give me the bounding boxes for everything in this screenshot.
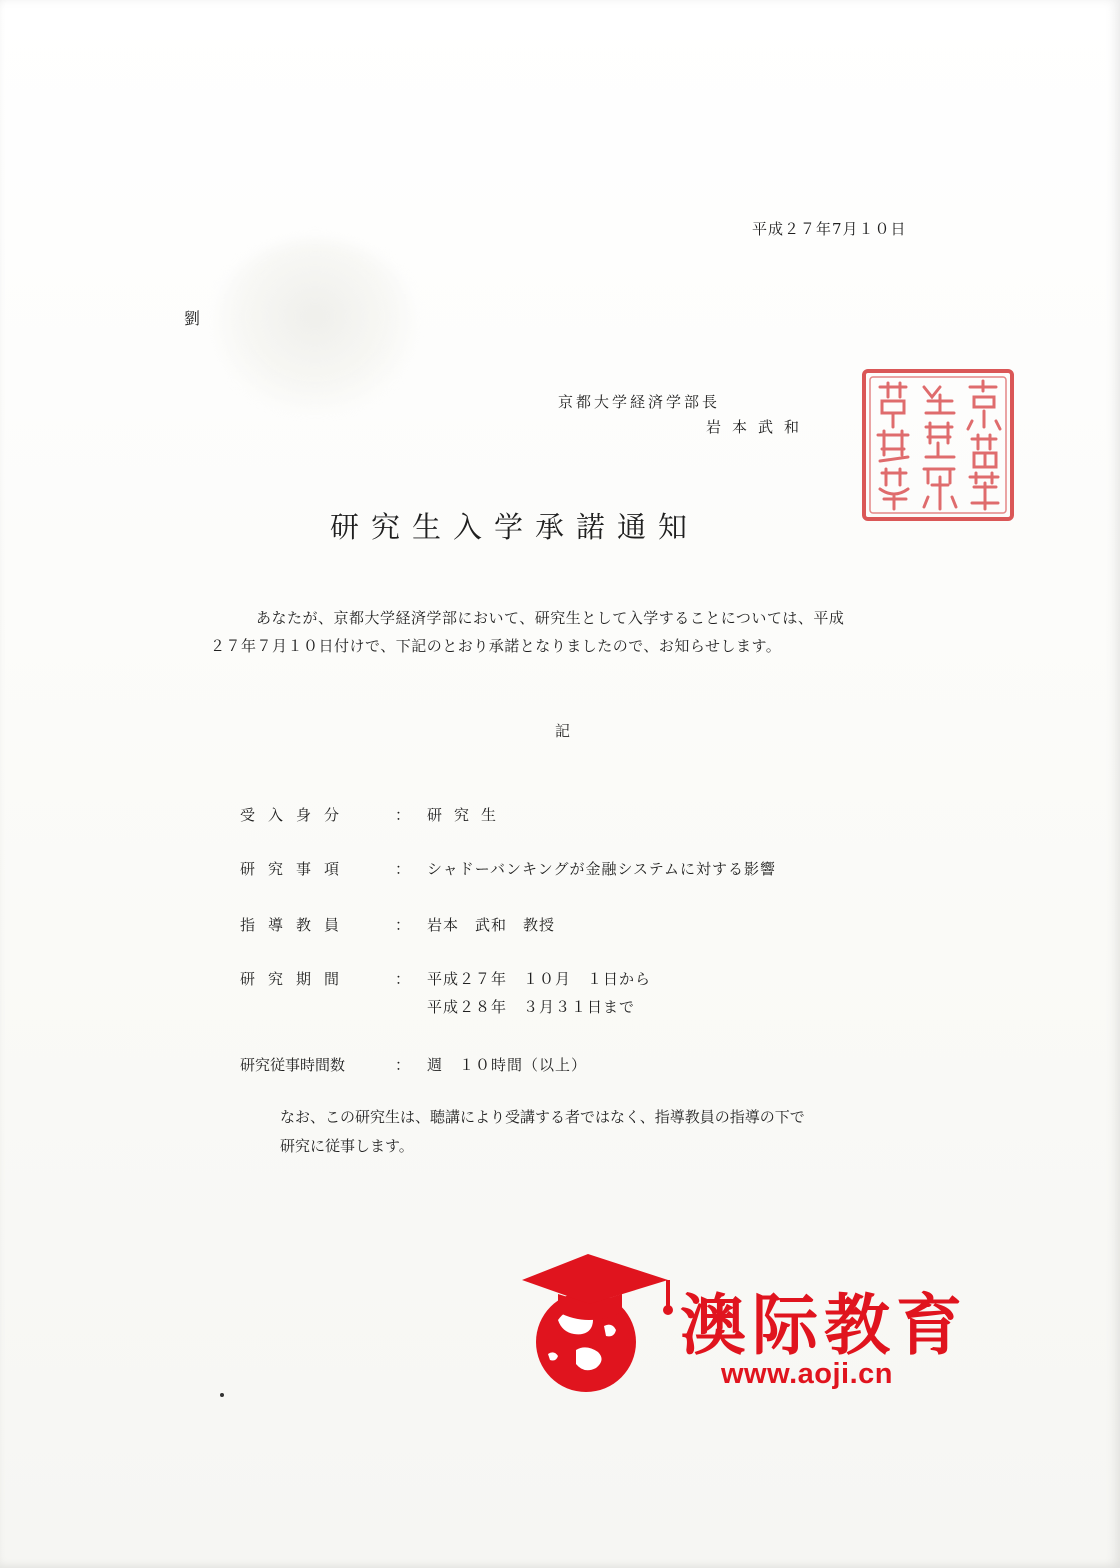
paper-speck xyxy=(220,1393,224,1397)
watermark-brand-name: 澳际教育 xyxy=(680,1287,968,1364)
detail-label: 研究期間 xyxy=(240,970,353,988)
redacted-recipient-blur xyxy=(215,240,415,410)
sender-name: 岩本武和 xyxy=(706,418,811,436)
detail-colon: ： xyxy=(395,916,411,934)
recipient-name: 劉 xyxy=(184,309,201,328)
closing-note-line-2: 研究に従事します。 xyxy=(280,1137,414,1155)
watermark-url[interactable]: www.aoji.cn xyxy=(721,1358,894,1390)
detail-colon: ： xyxy=(395,806,411,824)
issue-date: 平成２７年7月１０日 xyxy=(752,220,907,238)
seal-graphic xyxy=(858,365,1018,525)
detail-label: 研究事項 xyxy=(240,860,353,878)
closing-note-line-1: なお、この研究生は、聴講により受講する者ではなく、指導教員の指導の下で xyxy=(280,1108,805,1126)
detail-value: 週 １０時間（以上） xyxy=(427,1056,588,1074)
sender-organization: 京都大学経済学部長 xyxy=(558,393,721,411)
detail-colon: ： xyxy=(395,860,411,878)
document-title: 研究生入学承諾通知 xyxy=(330,510,700,544)
detail-colon: ： xyxy=(395,970,411,988)
globe-graduation-cap-icon xyxy=(518,1250,678,1400)
detail-value: シャドーバンキングが金融システムに対する影響 xyxy=(427,860,777,878)
notice-body xyxy=(210,604,940,660)
detail-value: 岩本 武和 教授 xyxy=(427,916,556,934)
notice-body-line-1: あなたが、京都大学経済学部において、研究生として入学することについては、平成 xyxy=(256,609,845,627)
detail-value-end: 平成２８年 ３月３１日まで xyxy=(427,998,636,1016)
watermark-logo xyxy=(518,1250,1018,1410)
detail-value: 研究生 xyxy=(427,806,509,824)
detail-colon: ： xyxy=(395,1056,411,1074)
ki-heading: 記 xyxy=(555,722,571,740)
official-seal-stamp xyxy=(858,365,1018,525)
detail-label: 指導教員 xyxy=(240,916,353,934)
detail-label: 受入身分 xyxy=(240,806,353,824)
detail-value: 平成２７年 １０月 １日から xyxy=(427,970,652,988)
closing-note xyxy=(280,1103,960,1161)
detail-label: 研究従事時間数 xyxy=(240,1056,346,1074)
notice-body-line-2: ２７年７月１０日付けで、下記のとおり承諾となりましたので、お知らせします。 xyxy=(210,637,782,655)
